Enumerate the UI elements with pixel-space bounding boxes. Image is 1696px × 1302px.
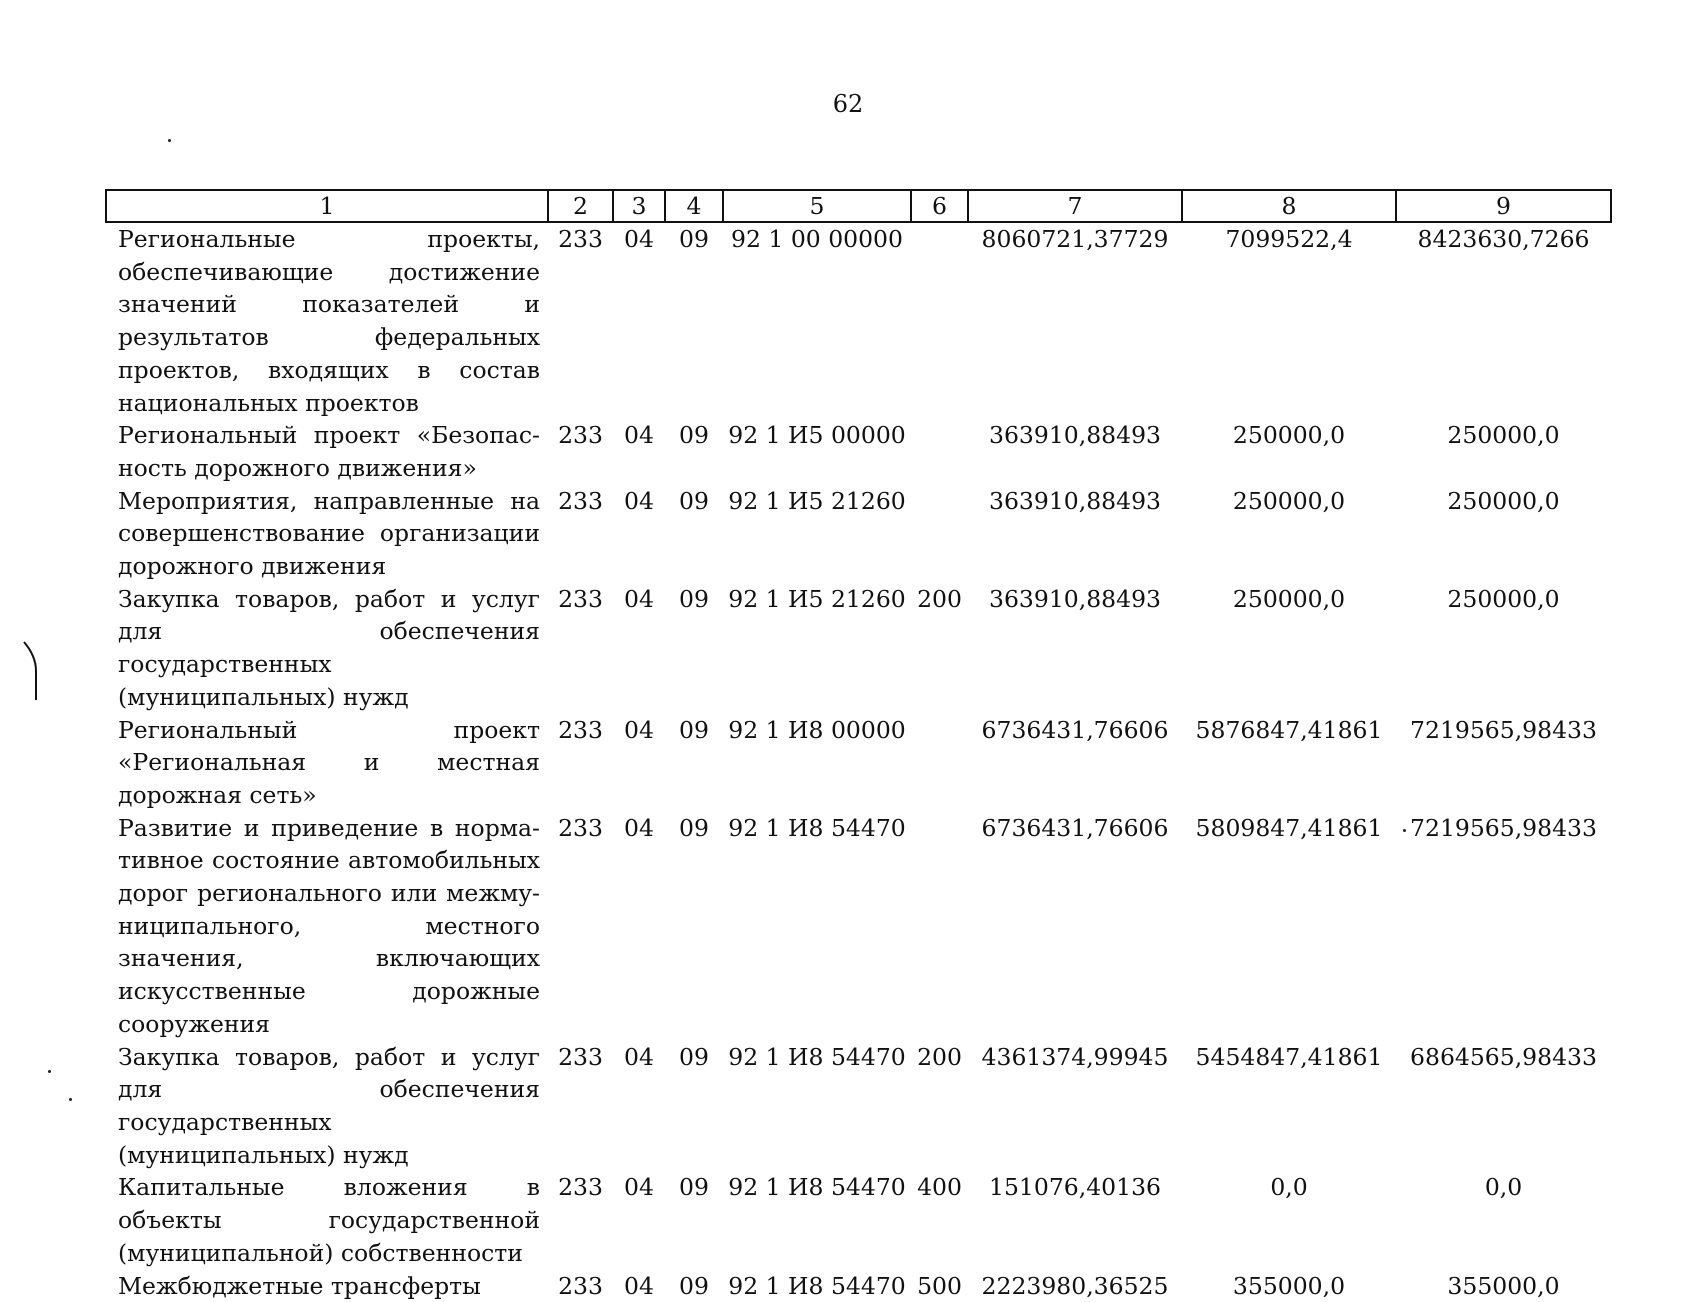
cell-section: 04 <box>613 419 665 484</box>
cell-subsection: 09 <box>665 485 723 583</box>
cell-amount-col7: 151076,40136 <box>968 1171 1182 1269</box>
column-header: 2 <box>548 190 613 222</box>
column-header: 4 <box>665 190 723 222</box>
cell-subsection: 09 <box>665 812 723 1041</box>
row-name: Межбюджетные трансферты <box>106 1270 548 1302</box>
column-header: 9 <box>1396 190 1611 222</box>
table-row <box>106 583 1611 714</box>
table-row <box>106 419 1611 484</box>
scan-speck <box>69 1098 72 1101</box>
cell-grbs: 233 <box>548 812 613 1041</box>
cell-grbs: 233 <box>548 1171 613 1269</box>
cell-amount-col9: 7219565,98433 <box>1396 714 1611 812</box>
scan-speck <box>168 139 171 142</box>
cell-target-article: 92 1 И8 54470 <box>723 1171 911 1269</box>
cell-target-article: 92 1 И8 54470 <box>723 1270 911 1302</box>
table-row <box>106 222 1611 419</box>
cell-amount-col8: 7099522,4 <box>1182 222 1396 419</box>
column-header: 6 <box>911 190 968 222</box>
row-name: Капитальные вложения в объекты государственной (муниципальной) собственности <box>106 1171 548 1269</box>
row-name: Закупка товаров, работ и услуг для обеспечения государственных (муниципальных) нужд <box>106 1041 548 1172</box>
cell-grbs: 233 <box>548 222 613 419</box>
cell-amount-col9: 6864565,98433 <box>1396 1041 1611 1172</box>
row-name: Региональные проекты, обеспечивающие достижение значений показателей и результатов федеральных проектов, входящих в состав национальных проектов <box>106 222 548 419</box>
cell-subsection: 09 <box>665 1041 723 1172</box>
cell-amount-col8: 250000,0 <box>1182 583 1396 714</box>
page-number: 62 <box>0 90 1696 118</box>
cell-amount-col8: 0,0 <box>1182 1171 1396 1269</box>
cell-expense-type <box>911 419 968 484</box>
cell-amount-col9: 355000,0 <box>1396 1270 1611 1302</box>
row-name: Закупка товаров, работ и услуг для обеспечения государственных (муниципальных) нужд <box>106 583 548 714</box>
cell-amount-col8: 250000,0 <box>1182 485 1396 583</box>
cell-amount-col9: 250000,0 <box>1396 583 1611 714</box>
cell-target-article: 92 1 00 00000 <box>723 222 911 419</box>
cell-grbs: 233 <box>548 583 613 714</box>
cell-target-article: 92 1 И8 54470 <box>723 812 911 1041</box>
table-row <box>106 1270 1611 1302</box>
cell-amount-col8: 355000,0 <box>1182 1270 1396 1302</box>
table-row <box>106 1041 1611 1172</box>
cell-section: 04 <box>613 812 665 1041</box>
cell-expense-type: 500 <box>911 1270 968 1302</box>
cell-grbs: 233 <box>548 485 613 583</box>
scan-speck <box>48 1070 51 1073</box>
cell-amount-col8: 250000,0 <box>1182 419 1396 484</box>
cell-section: 04 <box>613 222 665 419</box>
cell-amount-col7: 363910,88493 <box>968 419 1182 484</box>
row-name: Региональный проект «Безопасность дорожного движения» <box>106 419 548 484</box>
row-name: Мероприятия, направленные на совершенствование организации дорожного движения <box>106 485 548 583</box>
table-row <box>106 714 1611 812</box>
column-header: 3 <box>613 190 665 222</box>
cell-section: 04 <box>613 1270 665 1302</box>
table-row <box>106 812 1611 1041</box>
table-row <box>106 485 1611 583</box>
margin-bracket-mark <box>22 640 38 702</box>
cell-target-article: 92 1 И5 21260 <box>723 485 911 583</box>
cell-subsection: 09 <box>665 419 723 484</box>
cell-expense-type <box>911 222 968 419</box>
column-header: 7 <box>968 190 1182 222</box>
cell-amount-col8: 5454847,41861 <box>1182 1041 1396 1172</box>
cell-section: 04 <box>613 714 665 812</box>
cell-amount-col9: 0,0 <box>1396 1171 1611 1269</box>
cell-grbs: 233 <box>548 714 613 812</box>
cell-amount-col8: 5876847,41861 <box>1182 714 1396 812</box>
cell-amount-col7: 6736431,76606 <box>968 714 1182 812</box>
cell-grbs: 233 <box>548 1041 613 1172</box>
cell-amount-col7: 6736431,76606 <box>968 812 1182 1041</box>
cell-subsection: 09 <box>665 1171 723 1269</box>
cell-amount-col9: 250000,0 <box>1396 485 1611 583</box>
cell-expense-type <box>911 485 968 583</box>
cell-expense-type: 200 <box>911 583 968 714</box>
cell-section: 04 <box>613 583 665 714</box>
row-name: Региональный проект «Региональная и местная дорожная сеть» <box>106 714 548 812</box>
cell-subsection: 09 <box>665 222 723 419</box>
cell-target-article: 92 1 И5 21260 <box>723 583 911 714</box>
cell-grbs: 233 <box>548 419 613 484</box>
cell-amount-col8: 5809847,41861 <box>1182 812 1396 1041</box>
cell-amount-col9: 7219565,98433 <box>1396 812 1611 1041</box>
table-header-row <box>106 190 1611 222</box>
cell-section: 04 <box>613 485 665 583</box>
cell-section: 04 <box>613 1041 665 1172</box>
cell-target-article: 92 1 И8 54470 <box>723 1041 911 1172</box>
cell-amount-col9: 250000,0 <box>1396 419 1611 484</box>
cell-section: 04 <box>613 1171 665 1269</box>
cell-target-article: 92 1 И5 00000 <box>723 419 911 484</box>
cell-expense-type <box>911 812 968 1041</box>
cell-amount-col7: 4361374,99945 <box>968 1041 1182 1172</box>
cell-amount-col7: 2223980,36525 <box>968 1270 1182 1302</box>
column-header: 8 <box>1182 190 1396 222</box>
table-row <box>106 1171 1611 1269</box>
cell-amount-col7: 363910,88493 <box>968 485 1182 583</box>
column-header: 5 <box>723 190 911 222</box>
cell-grbs: 233 <box>548 1270 613 1302</box>
cell-expense-type: 200 <box>911 1041 968 1172</box>
cell-expense-type: 400 <box>911 1171 968 1269</box>
cell-subsection: 09 <box>665 714 723 812</box>
column-header: 1 <box>106 190 548 222</box>
cell-expense-type <box>911 714 968 812</box>
cell-amount-col7: 363910,88493 <box>968 583 1182 714</box>
cell-amount-col7: 8060721,37729 <box>968 222 1182 419</box>
cell-amount-col9: 8423630,7266 <box>1396 222 1611 419</box>
cell-subsection: 09 <box>665 1270 723 1302</box>
cell-subsection: 09 <box>665 583 723 714</box>
budget-table <box>105 189 1612 1302</box>
cell-target-article: 92 1 И8 00000 <box>723 714 911 812</box>
row-name: Развитие и приведение в нормативное состояние автомобильных дорог регионального или межмуниципального, местного значения, включающих искусственные дорожные сооружения <box>106 812 548 1041</box>
